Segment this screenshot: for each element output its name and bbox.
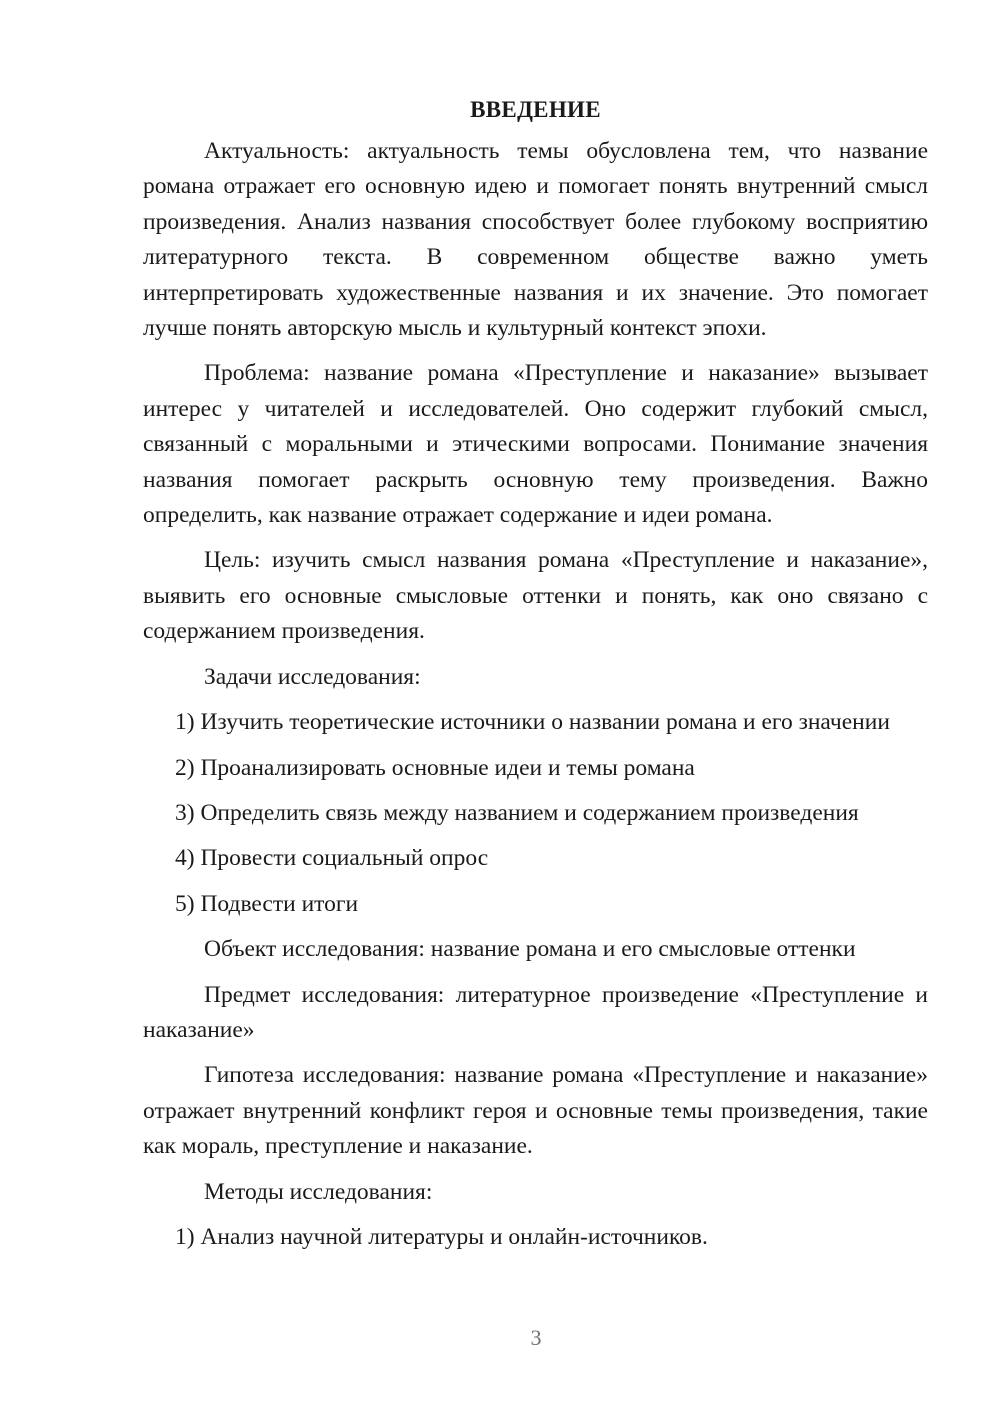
- page-number: 3: [530, 1325, 542, 1350]
- actuality-paragraph: Актуальность: актуальность темы обусловлена тем, что название романа отражает его основную идею и помогает понять внутренний смысл произведения. Анализ названия способствует более глубокому восприятию литературного текста. В современном обществе важно уметь интерпретировать художественные названия и их значение. Это помогает лучше понять авторскую мысль и культурный контекст эпохи.: [143, 138, 928, 342]
- object-paragraph: Объект исследования: название романа и его смысловые оттенки: [204, 936, 856, 963]
- document-page: [143, 92, 928, 1265]
- subject-paragraph: Предмет исследования: литературное произведение «Преступление и наказание»: [143, 981, 928, 1043]
- tasks-title: Задачи исследования:: [204, 663, 421, 690]
- task-item-4: 4) Провести социальный опрос: [175, 845, 489, 872]
- methods-title: Методы исследования:: [204, 1178, 433, 1205]
- task-item-5: 5) Подвести итоги: [175, 890, 359, 917]
- task-item-1: 1) Изучить теоретические источники о названии романа и его значении: [175, 709, 890, 736]
- task-item-3: 3) Определить связь между названием и содержанием произведения: [175, 799, 859, 826]
- problem-paragraph: Проблема: название романа «Преступление и наказание» вызывает интерес у читателей и исследователей. Оно содержит глубокий смысл, связанный с моральными и этическими вопросами. Понимание значения названия помогает раскрыть основную тему произведения. Важно определить, как название отражает содержание и идеи романа.: [143, 360, 928, 529]
- section-heading: ВВЕДЕНИЕ: [470, 97, 601, 122]
- method-item-1: 1) Анализ научной литературы и онлайн-источников.: [175, 1223, 708, 1250]
- goal-paragraph: Цель: изучить смысл названия романа «Преступление и наказание», выявить его основные смысловые оттенки и понять, как оно связано с содержанием произведения.: [143, 547, 928, 645]
- hypothesis-paragraph: Гипотеза исследования: название романа «Преступление и наказание» отражает внутренний конфликт героя и основные темы произведения, такие как мораль, преступление и наказание.: [143, 1062, 928, 1160]
- task-item-2: 2) Проанализировать основные идеи и темы романа: [175, 754, 695, 781]
